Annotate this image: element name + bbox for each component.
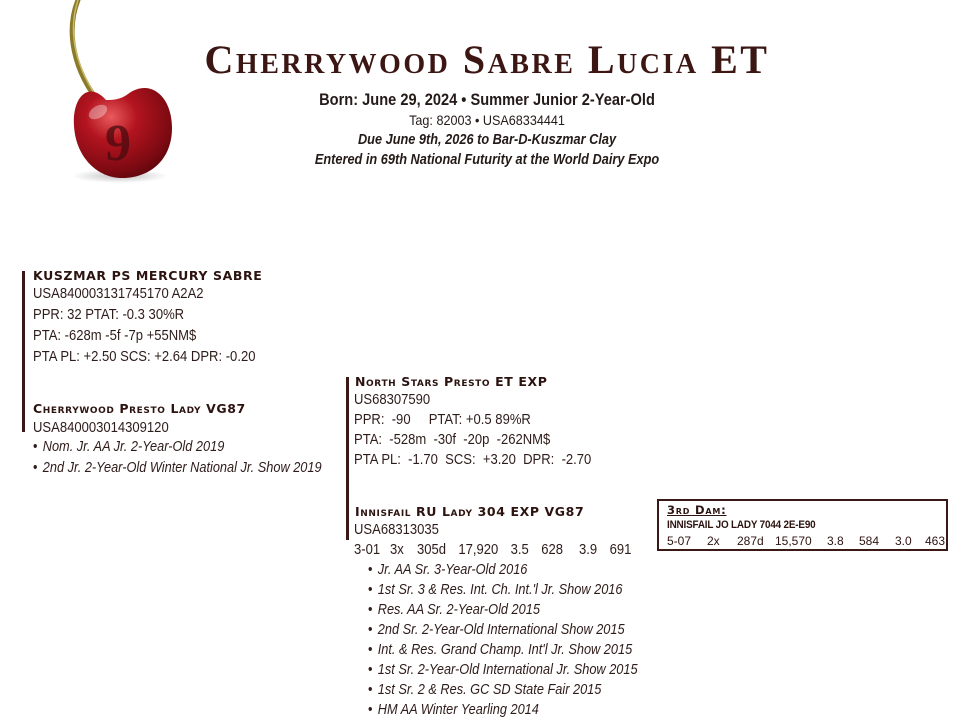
due-date-line: Due June 9th, 2026 to Bar-D-Kuszmar Clay: [357, 132, 617, 148]
sire-name: KUSZMAR PS MERCURY SABRE: [33, 268, 263, 283]
mgs-dam-bracket: [346, 377, 349, 540]
birth-date-line: Born: June 29, 2024 • Summer Junior 2-Year-Old: [319, 90, 655, 109]
maternal-grandsire-id: US68307590: [354, 392, 431, 408]
second-dam-award: • 1st Sr. 2 & Res. GC SD State Fair 2015: [368, 682, 602, 698]
dam-award: • 2nd Jr. 2-Year-Old Winter National Jr. Show 2019: [33, 460, 322, 476]
lot-number: 9: [105, 115, 131, 172]
maternal-grandsire-ppr: PPR: -90 PTAT: +0.5 89%R: [354, 412, 531, 428]
sire-pta-pl: PTA PL: +2.50 SCS: +2.64 DPR: -0.20: [33, 349, 256, 365]
sire-dam-bracket: [22, 271, 25, 432]
sire-id: USA840003131745170 A2A2: [33, 286, 204, 302]
second-dam-award: • 1st Sr. 3 & Res. Int. Ch. Int.'l Jr. Show 2016: [368, 582, 623, 598]
second-dam-award: • Jr. AA Sr. 3-Year-Old 2016: [368, 562, 528, 578]
third-dam-label: 3rd Dam:: [667, 503, 727, 517]
second-dam-award: • 2nd Sr. 2-Year-Old International Show 2015: [368, 622, 625, 638]
second-dam-production-record: 3-01 3x 305d 17,920 3.5 628 3.9 691: [354, 542, 632, 558]
second-dam-id: USA68313035: [354, 522, 439, 538]
animal-name-title: Cherrywood Sabre Lucia ET: [204, 37, 770, 82]
second-dam-name: Innisfail RU Lady 304 EXP VG87: [355, 504, 585, 519]
second-dam-award: • HM AA Winter Yearling 2014: [368, 702, 539, 718]
maternal-grandsire-pta-pl: PTA PL: -1.70 SCS: +3.20 DPR: -2.70: [354, 452, 592, 468]
dam-award: • Nom. Jr. AA Jr. 2-Year-Old 2019: [33, 439, 225, 455]
dam-id: USA840003014309120: [33, 420, 169, 436]
maternal-grandsire-pta: PTA: -528m -30f -20p -262NM$: [354, 432, 551, 448]
dam-name: Cherrywood Presto Lady VG87: [33, 401, 246, 416]
tag-line: Tag: 82003 • USA68334441: [409, 112, 565, 128]
second-dam-award: • Res. AA Sr. 2-Year-Old 2015: [368, 602, 540, 618]
third-dam-box: 3rd Dam: INNISFAIL JO LADY 7044 2E-E90 5-07 2x 287d 15,570 3.8 584 3.0 463: [657, 499, 948, 551]
sire-ppr: PPR: 32 PTAT: -0.3 30%R: [33, 307, 185, 323]
sire-pta: PTA: -628m -5f -7p +55NM$: [33, 328, 197, 344]
third-dam-name: INNISFAIL JO LADY 7044 2E-E90: [667, 519, 816, 531]
futurity-entry-line: Entered in 69th National Futurity at the World Dairy Expo: [314, 152, 660, 168]
maternal-grandsire-name: North Stars Presto ET EXP: [355, 374, 548, 389]
second-dam-award: • Int. & Res. Grand Champ. Int'l Jr. Show 2015: [368, 642, 633, 658]
second-dam-award: • 1st Sr. 2-Year-Old International Jr. Show 2015: [368, 662, 638, 678]
